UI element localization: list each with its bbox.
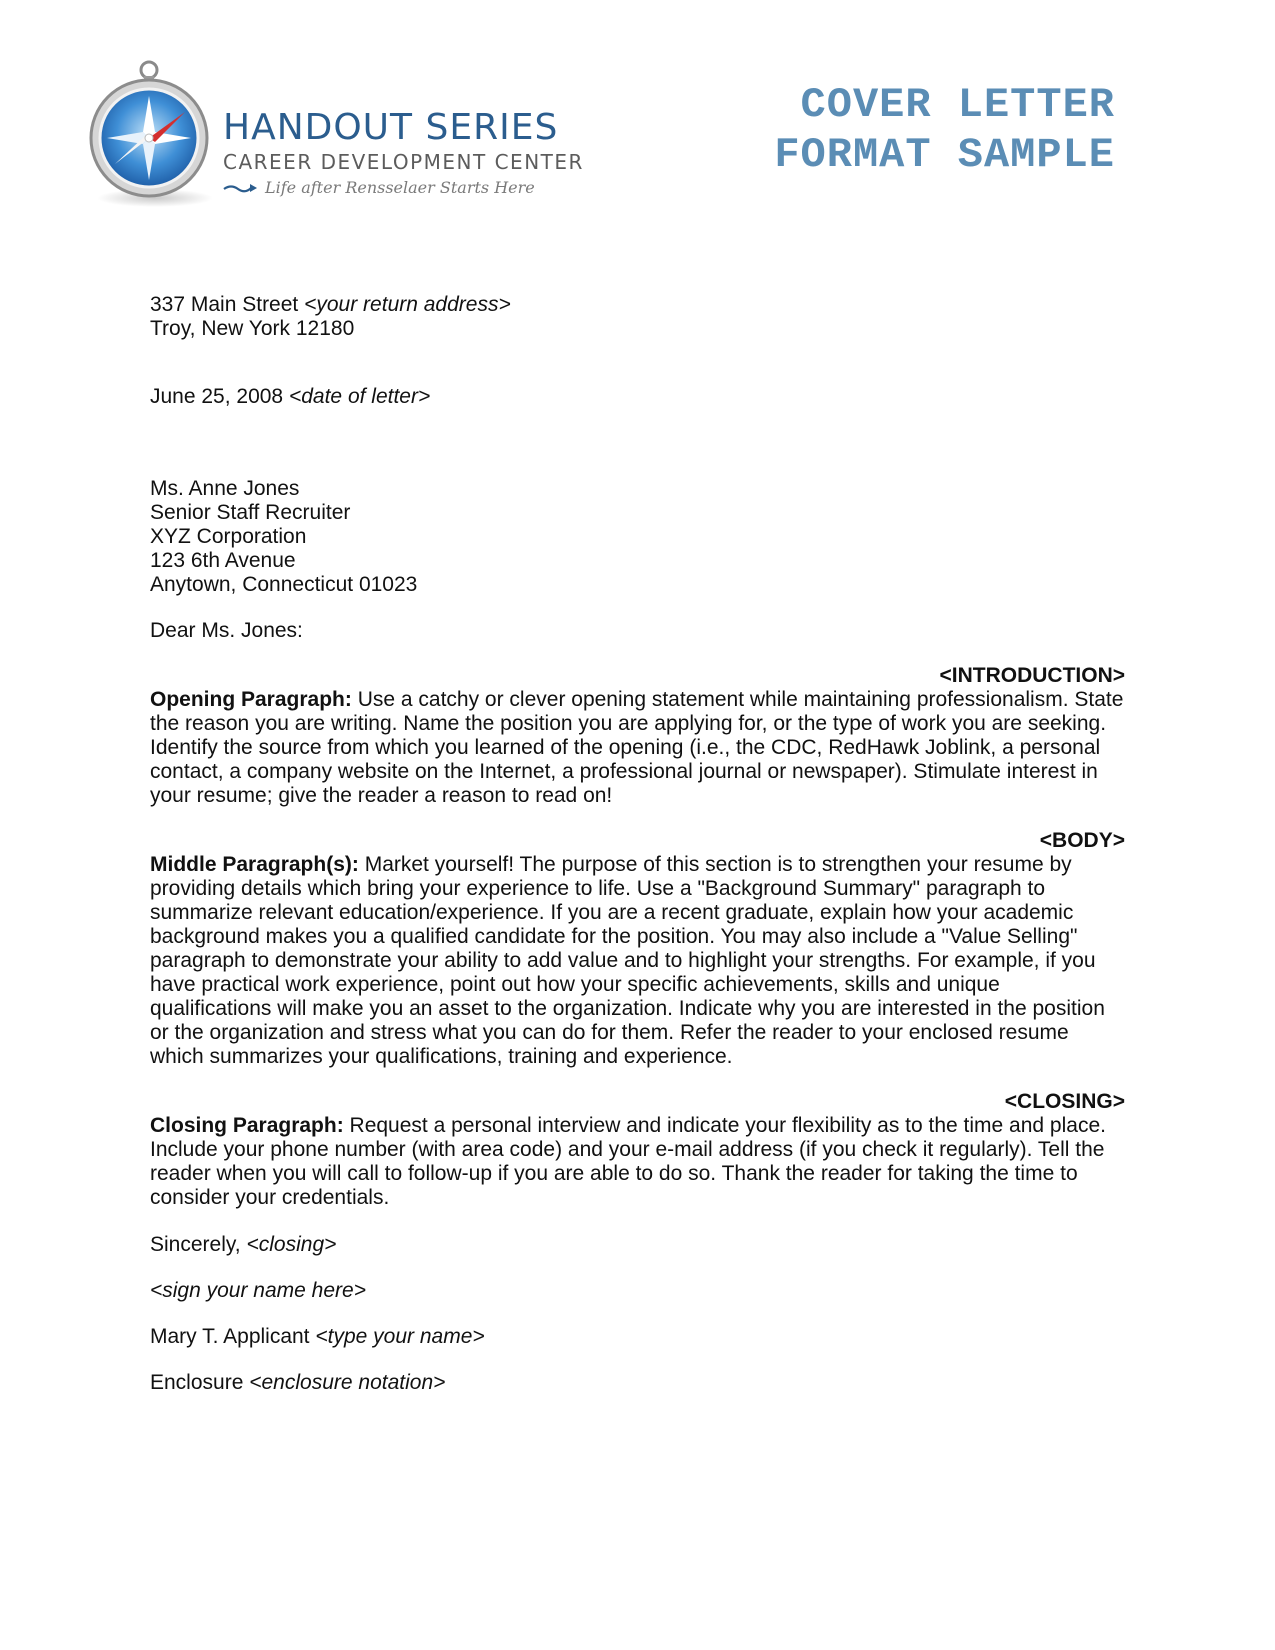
closing-paragraph-label: Closing Paragraph:: [150, 1114, 344, 1137]
body-tag: <BODY>: [1039, 829, 1125, 852]
opening-paragraph-label: Opening Paragraph:: [150, 688, 352, 711]
sender-name-hint: <type your name>: [315, 1325, 485, 1348]
closing-section: [150, 1090, 1125, 1210]
complimentary-closing: [150, 1233, 1125, 1257]
logo-tagline: Life after Rensselaer Starts Here: [265, 178, 535, 197]
signature-placeholder: [150, 1279, 1125, 1303]
document-title: [774, 80, 1115, 180]
closing-word: Sincerely,: [150, 1233, 241, 1256]
return-street: 337 Main Street: [150, 293, 299, 316]
handout-series-logo: [85, 60, 584, 220]
salutation-text: Dear Ms. Jones:: [150, 619, 303, 642]
recipient-street: 123 6th Avenue: [150, 549, 296, 572]
date-value: June 25, 2008: [150, 385, 284, 408]
arrow-icon: [223, 183, 257, 193]
typed-name: [150, 1325, 1125, 1349]
letter: [150, 293, 1125, 1395]
introduction-section: [150, 664, 1125, 808]
middle-paragraph-text: Market yourself! The purpose of this section is to strengthen your resume by providing details which bring your experience to life. Use a "Background Summary" paragraph to summarize relevant education/experience. If you are a recent graduate, explain how your academic background makes you a qualified candidate for the position. You may also include a "Value Selling" paragraph to demonstrate your ability to add value and to highlight your strengths. For example, if you have practical work experience, point out how your specific achievements, skills and unique qualifications will make you an asset to the organization. Indicate why you are interested in the position or the organization and stress what you can do for them. Refer the reader to your enclosed resume which summarizes your qualifications, training and experience.: [150, 853, 1105, 1068]
return-address-hint: <your return address>: [304, 293, 511, 316]
return-street-line: [150, 293, 1125, 317]
return-city: Troy, New York 12180: [150, 317, 355, 340]
document-title-line-2: FORMAT SAMPLE: [774, 131, 1115, 179]
enclosure-word: Enclosure: [150, 1371, 244, 1394]
opening-paragraph: [150, 688, 1125, 808]
introduction-tag: <INTRODUCTION>: [939, 664, 1125, 687]
salutation: [150, 619, 1125, 643]
logo-subtitle: CAREER DEVELOPMENT CENTER: [223, 150, 584, 174]
middle-paragraph: [150, 853, 1125, 1069]
logo-tagline-row: [223, 176, 584, 200]
recipient-title: Senior Staff Recruiter: [150, 501, 351, 524]
sender-name: Mary T. Applicant: [150, 1325, 310, 1348]
middle-paragraph-label: Middle Paragraph(s):: [150, 853, 359, 876]
document-title-line-1: COVER LETTER: [800, 81, 1115, 129]
recipient-name: Ms. Anne Jones: [150, 477, 300, 500]
logo-text: [223, 108, 584, 200]
closing-paragraph-text: Request a personal interview and indicate your flexibility as to the time and place. Include your phone number (with area code) and your e-mail address (if you check it regularly). Tell the reader when you will call to follow-up if you are able to do so. Thank the reader for taking the time to consider your credentials.: [150, 1114, 1106, 1209]
recipient-address: [150, 477, 1125, 597]
signature-hint: <sign your name here>: [150, 1279, 366, 1302]
recipient-company: XYZ Corporation: [150, 525, 307, 548]
letter-date: [150, 385, 1125, 409]
closing-tag: <CLOSING>: [1004, 1090, 1125, 1113]
body-section: [150, 829, 1125, 1069]
opening-paragraph-text: Use a catchy or clever opening statement while maintaining professionalism. State the reason you are writing. Name the position you are applying for, or the type of work you are seeking. Identify the source from which you learned of the opening (i.e., the CDC, RedHawk Joblink, a personal contact, a company website on the Internet, a professional journal or newspaper). Stimulate interest in your resume; give the reader a reason to read on!: [150, 688, 1124, 807]
logo-title: HANDOUT SERIES: [223, 107, 559, 148]
enclosure-hint: <enclosure notation>: [249, 1371, 446, 1394]
closing-hint: <closing>: [246, 1233, 337, 1256]
return-address: [150, 293, 1125, 341]
closing-paragraph: [150, 1114, 1125, 1210]
recipient-city: Anytown, Connecticut 01023: [150, 573, 418, 596]
date-hint: <date of letter>: [288, 385, 431, 408]
compass-icon: [85, 60, 225, 210]
enclosure-notation: [150, 1371, 1125, 1395]
